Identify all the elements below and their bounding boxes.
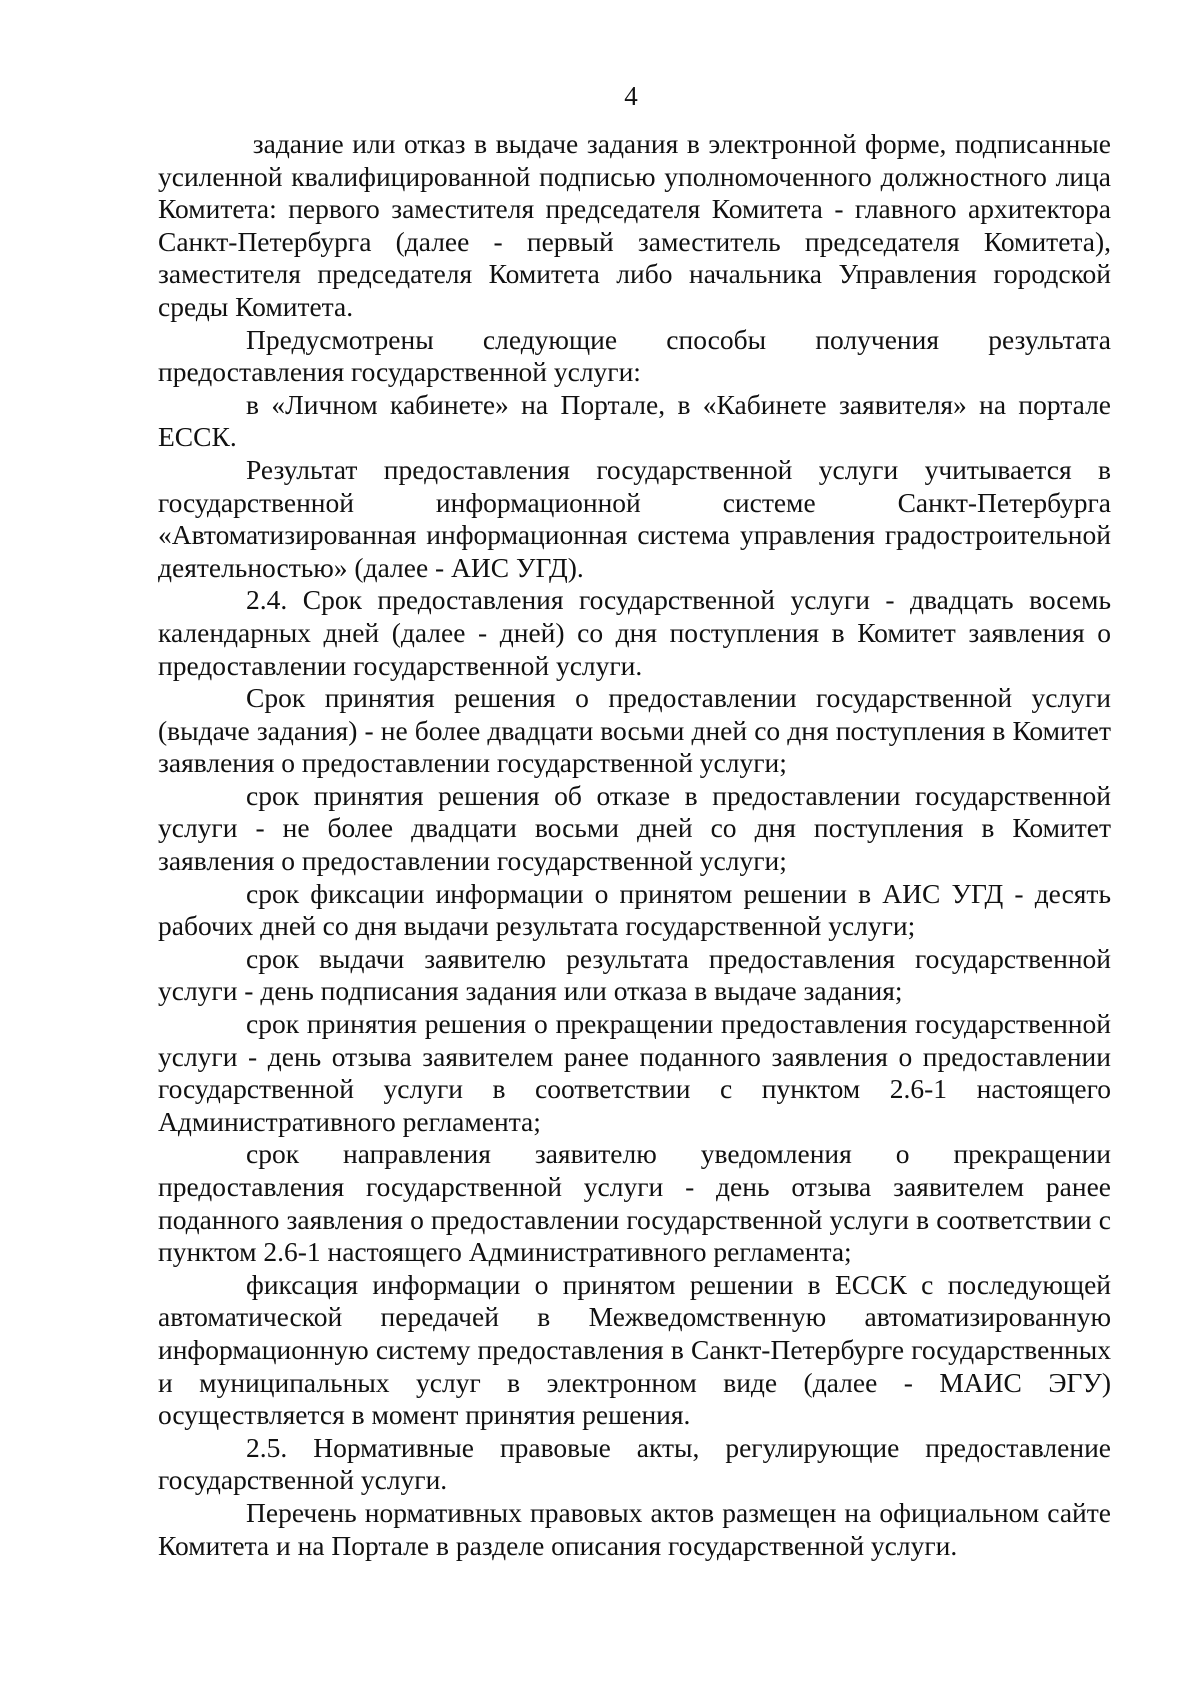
paragraph: срок принятия решения об отказе в предоставлении государственной услуги - не более двадцати восьми дней со дня поступления в Комитет заявления о предоставлении государственной услуги; bbox=[158, 779, 1111, 877]
page-number: 4 bbox=[624, 81, 638, 111]
paragraph: Результат предоставления государственной услуги учитывается в государственной информационной системе Санкт-Петербурга «Автоматизированная информационная система управления градостроительной деятельностью» (далее - АИС УГД). bbox=[158, 453, 1111, 583]
paragraph: 2.4. Срок предоставления государственной услуги - двадцать восемь календарных дней (далее - дней) со дня поступления в Комитет заявления о предоставлении государственной услуги. bbox=[158, 584, 1111, 681]
paragraph: в «Личном кабинете» на Портале, в «Кабинете заявителя» на портале ЕССК. bbox=[158, 388, 1111, 453]
paragraph: срок направления заявителю уведомления о прекращении предоставления государственной услуги - день отзыва заявителем ранее поданного заявления о предоставлении государственной услуги в соответствии с пунктом 2.6-1 настоящего Административного регламента; bbox=[158, 1138, 1111, 1268]
paragraph: Срок принятия решения о предоставлении государственной услуги (выдаче задания) - не более двадцати восьми дней со дня поступления в Комитет заявления о предоставлении государственной услуги; bbox=[158, 682, 1111, 779]
paragraph: Перечень нормативных правовых актов размещен на официальном сайте Комитета и на Портале в разделе описания государственной услуги. bbox=[158, 1496, 1111, 1561]
paragraph: срок принятия решения о прекращении предоставления государственной услуги - день отзыва заявителем ранее поданного заявления о предоставлении государственной услуги в соответствии с пунктом 2.6-1 настоящего Административного регламента; bbox=[158, 1008, 1111, 1137]
paragraph: 2.5. Нормативные правовые акты, регулирующие предоставление государственной услуги. bbox=[158, 1431, 1111, 1496]
paragraph: задание или отказ в выдаче задания в электронной форме, подписанные усиленной квалифицированной подписью уполномоченного должностного лица Комитета: первого заместителя председателя Комитета - главного архитектора Санкт-Петербурга (далее - первый заместитель председателя Комитета), заместителя председателя Комитета либо начальника Управления городской среды Комитета. bbox=[158, 128, 1111, 322]
document-body bbox=[158, 128, 1111, 1562]
paragraph: срок выдачи заявителю результата предоставления государственной услуги - день подписания задания или отказа в выдаче задания; bbox=[158, 942, 1111, 1007]
paragraph: фиксация информации о принятом решении в ЕССК с последующей автоматической передачей в Межведомственную автоматизированную информационную систему предоставления в Санкт-Петербурге государственных и муниципальных услуг в электронном виде (далее - МАИС ЭГУ) осуществляется в момент принятия решения. bbox=[158, 1268, 1111, 1431]
paragraph: срок фиксации информации о принятом решении в АИС УГД - десять рабочих дней со дня выдачи результата государственной услуги; bbox=[158, 877, 1111, 942]
paragraph: Предусмотрены следующие способы получения результата предоставления государственной услуги: bbox=[158, 323, 1111, 388]
